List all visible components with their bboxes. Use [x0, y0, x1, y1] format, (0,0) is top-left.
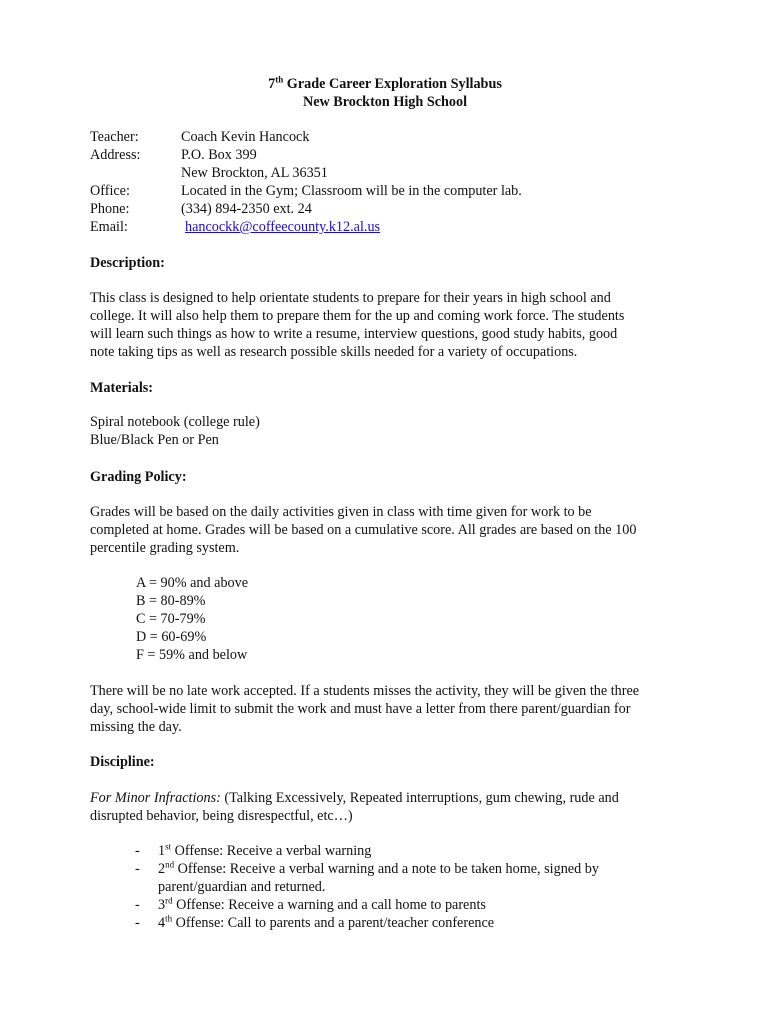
late-work-policy	[90, 682, 690, 736]
offense-item	[135, 914, 599, 932]
email-link[interactable]: hancockk@coffeecounty.k12.al.us	[185, 219, 381, 235]
materials-heading: Materials:	[90, 380, 154, 396]
offense-text: Offense: Call to parents and a parent/teacher conference	[172, 915, 495, 931]
title-grade-suffix: th	[275, 74, 284, 85]
minor-infractions-text: (Talking Excessively, Repeated interruptions, gum chewing, rude and	[220, 790, 619, 806]
grading-line: percentile grading system.	[90, 540, 240, 556]
description-line: will learn such things as how to write a resume, interview questions, good study habits, good	[90, 326, 618, 342]
description-text	[90, 289, 690, 361]
description-line: college. It will also help them to prepare them for the up and coming work force. The students	[90, 308, 625, 324]
discipline-heading: Discipline:	[90, 754, 155, 770]
document-title	[0, 75, 770, 93]
grade-scale-item: C = 70-79%	[136, 611, 206, 627]
grade-scale-item: F = 59% and below	[136, 647, 248, 663]
offense-suffix: th	[165, 913, 173, 924]
description-line: This class is designed to help orientate students to prepare for their years in high school and	[90, 290, 611, 306]
materials-list	[90, 413, 690, 449]
offense-text: Offense: Receive a verbal warning and a note to be taken home, signed by	[174, 861, 599, 877]
address-line-1: P.O. Box 399	[181, 147, 257, 163]
grade-scale-item: D = 60-69%	[136, 629, 207, 645]
address-line-2: New Brockton, AL 36351	[181, 165, 328, 181]
offense-item	[135, 842, 599, 860]
teacher-label: Teacher:	[90, 129, 139, 145]
offense-number: 1	[158, 843, 166, 859]
materials-item: Spiral notebook (college rule)	[90, 414, 260, 430]
address-label: Address:	[90, 147, 141, 163]
materials-item: Blue/Black Pen or Pen	[90, 432, 219, 448]
offense-item	[135, 896, 599, 914]
teacher-value: Coach Kevin Hancock	[181, 129, 310, 145]
late-work-line: day, school-wide limit to submit the work and must have a letter from there parent/guardian for	[90, 701, 631, 717]
offense-suffix: nd	[165, 859, 175, 870]
minor-infractions-line-2: disrupted behavior, being disrespectful, etc…)	[90, 808, 353, 824]
list-dash: -	[135, 843, 140, 859]
list-dash: -	[135, 915, 140, 931]
school-name: New Brockton High School	[302, 94, 468, 110]
email-value-wrap	[181, 218, 380, 236]
minor-infractions-label: For Minor Infractions:	[90, 790, 221, 806]
offense-continuation: parent/guardian and returned.	[158, 879, 326, 895]
office-label: Office:	[90, 183, 130, 199]
offense-list	[135, 842, 599, 932]
minor-infractions-line-1	[90, 789, 690, 807]
title-text: Grade Career Exploration Syllabus	[283, 76, 502, 92]
offense-number: 3	[158, 897, 166, 913]
grade-scale-item: A = 90% and above	[136, 575, 249, 591]
offense-text: Offense: Receive a warning and a call home to parents	[172, 897, 486, 913]
phone-label: Phone:	[90, 201, 130, 217]
offense-suffix: st	[165, 841, 172, 852]
description-line: note taking tips as well as research possible skills needed for a variety of occupations.	[90, 344, 578, 360]
list-dash: -	[135, 861, 140, 877]
offense-text: Offense: Receive a verbal warning	[171, 843, 372, 859]
offense-suffix: rd	[165, 895, 173, 906]
offense-number: 4	[158, 915, 166, 931]
grading-line: completed at home. Grades will be based on a cumulative score. All grades are based on the 100	[90, 522, 637, 538]
list-dash: -	[135, 897, 140, 913]
grade-scale	[136, 574, 248, 664]
grade-scale-item: B = 80-89%	[136, 593, 206, 609]
office-value: Located in the Gym; Classroom will be in the computer lab.	[181, 183, 522, 199]
offense-number: 2	[158, 861, 166, 877]
title-grade-number: 7	[268, 76, 276, 92]
late-work-line: There will be no late work accepted. If a students misses the activity, they will be given the three	[90, 683, 640, 699]
late-work-line: missing the day.	[90, 719, 182, 735]
email-label: Email:	[90, 219, 128, 235]
offense-item	[135, 860, 599, 896]
phone-value: (334) 894-2350 ext. 24	[181, 201, 312, 217]
minor-infractions	[90, 789, 690, 825]
description-heading: Description:	[90, 255, 165, 271]
grading-text	[90, 503, 690, 557]
grading-line: Grades will be based on the daily activities given in class with time given for work to be	[90, 504, 592, 520]
grading-heading: Grading Policy:	[90, 469, 187, 485]
